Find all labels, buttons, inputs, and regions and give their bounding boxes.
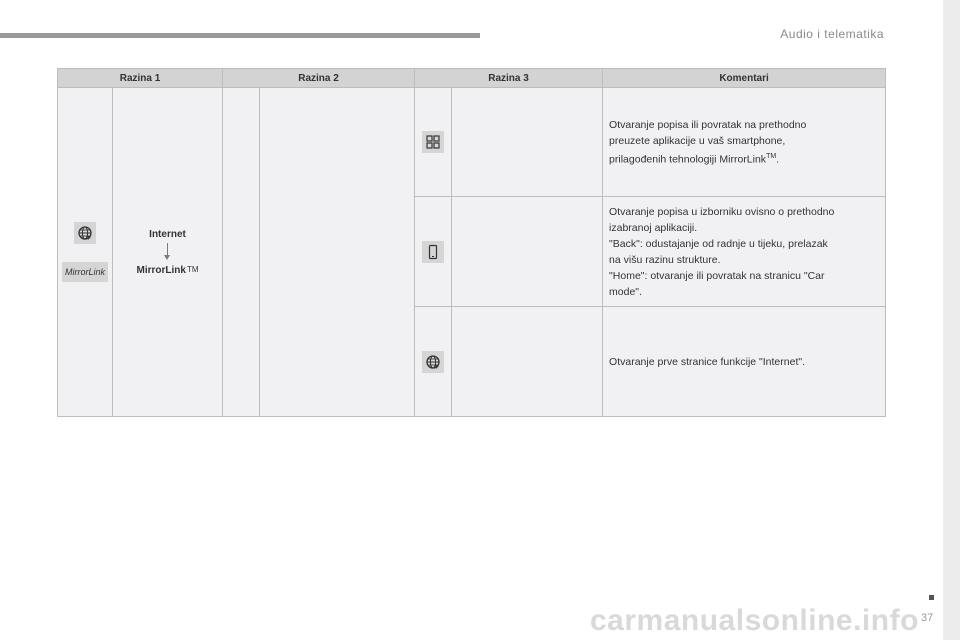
header-level-1: Razina 1 [58, 69, 223, 88]
level1-icon-cell [58, 88, 113, 417]
page-edge-strip [943, 0, 960, 640]
level2-label-cell [260, 88, 415, 417]
level3-icon-cell [415, 197, 452, 307]
mirrorlink-logo: MirrorLink [62, 262, 108, 282]
header-comments: Komentari [603, 69, 886, 88]
arrow-down-icon [167, 243, 168, 257]
level1-label-cell [113, 88, 223, 417]
header-level-3: Razina 3 [415, 69, 603, 88]
comment-cell: Otvaranje popisa u izborniku ovisno o prethodno izabranoj aplikaciji. "Back": odustajanje od radnje u tijeku, prelazak na višu razinu strukture. "Home": otvaranje ili povratak na stranicu "Car mode". [603, 197, 886, 307]
level3-label-cell [452, 307, 603, 417]
globe-icon [422, 351, 444, 373]
comment-cell: Otvaranje prve stranice funkcije "Internet". [603, 307, 886, 417]
smartphone-icon [422, 241, 444, 263]
function-table [57, 68, 886, 417]
table-header-row [58, 69, 886, 88]
comment-cell: Otvaranje popisa ili povratak na prethodno preuzete aplikacije u vaš smartphone, prilagođenih tehnologiji MirrorLink™. [603, 88, 886, 197]
section-title: Audio i telematika [780, 27, 884, 41]
header-rule [0, 33, 480, 38]
level3-icon-cell [415, 307, 452, 417]
page-number: 37 [921, 612, 934, 624]
level2-internet-label: Internet [149, 228, 186, 240]
level2-mirrorlink-label: MirrorLink™ [136, 264, 199, 276]
watermark: carmanualsonline.info [590, 604, 919, 637]
header-level-2: Razina 2 [223, 69, 415, 88]
table-row [58, 88, 886, 197]
level3-label-cell [452, 88, 603, 197]
page-marker [929, 595, 934, 600]
level3-icon-cell [415, 88, 452, 197]
globe-icon [74, 222, 96, 244]
level2-icon-cell [223, 88, 260, 417]
app-grid-icon [422, 131, 444, 153]
level3-label-cell [452, 197, 603, 307]
